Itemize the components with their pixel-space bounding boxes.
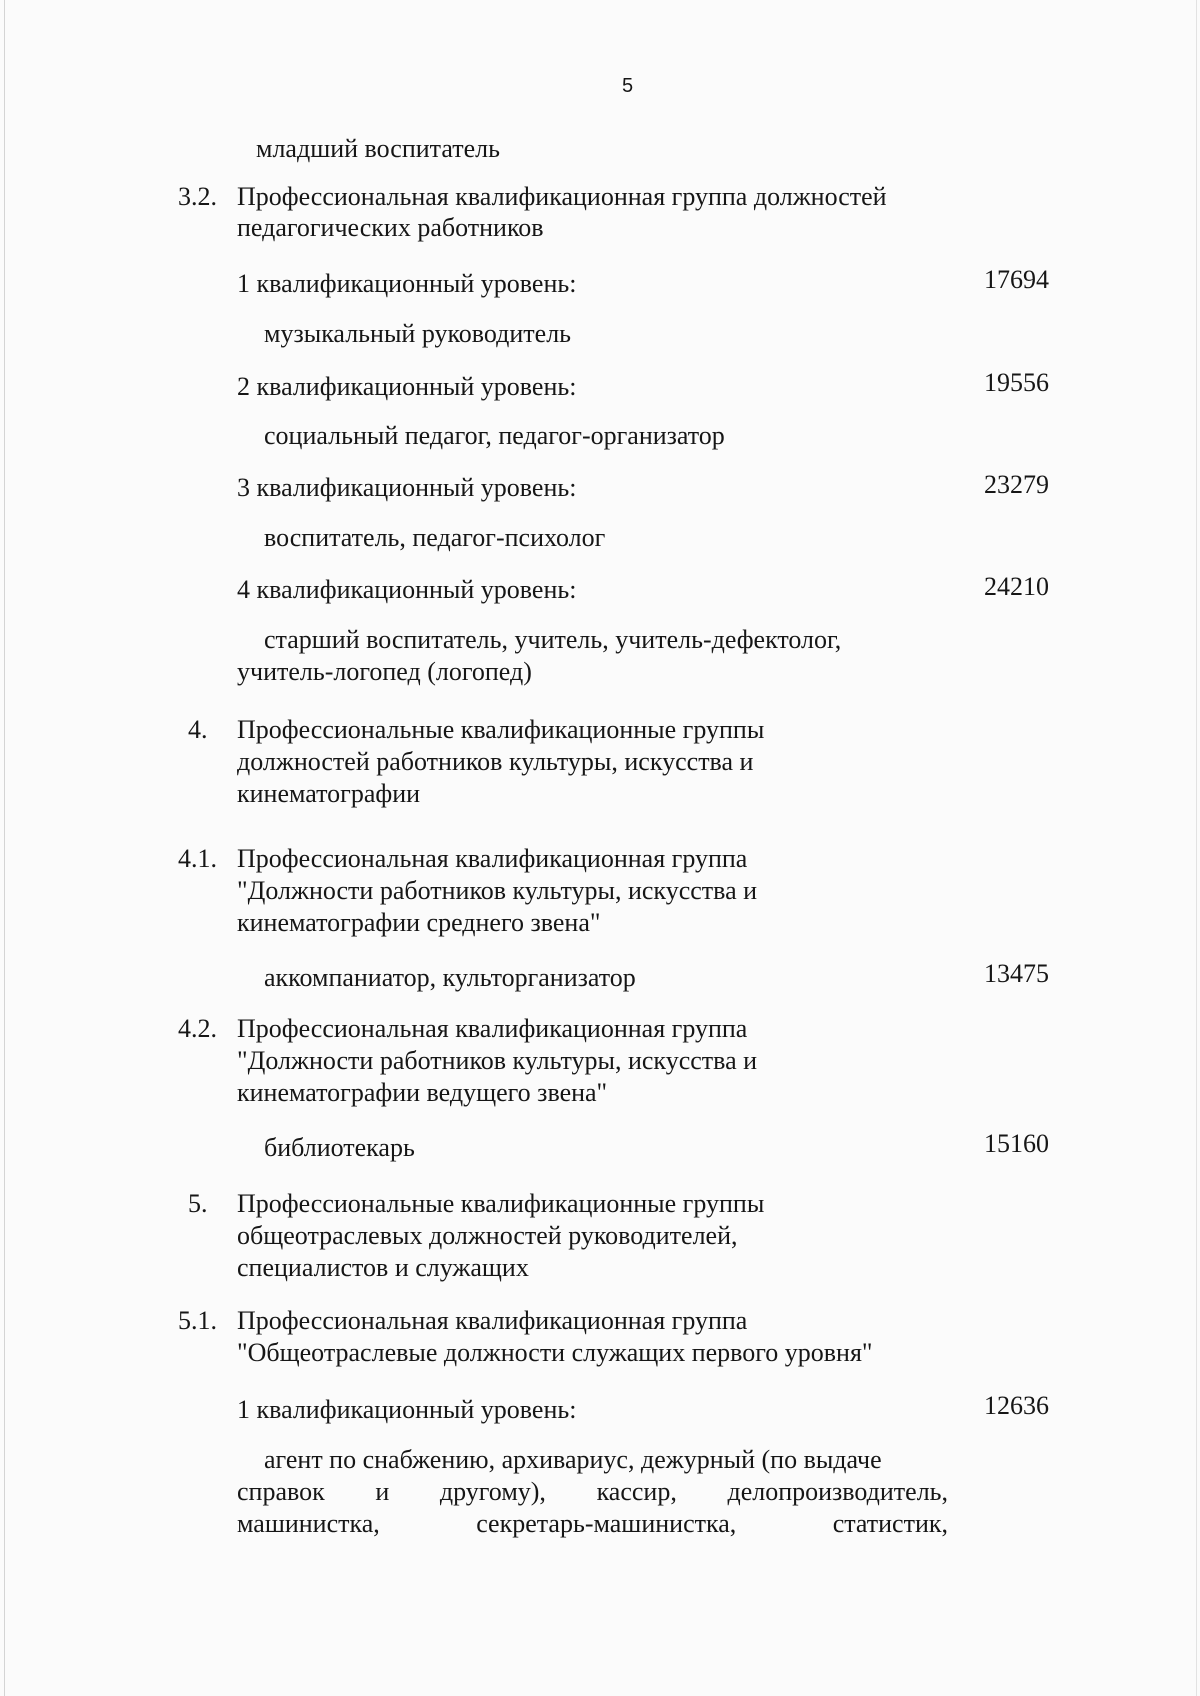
- section-heading: кинематографии среднего звена": [237, 908, 601, 937]
- text-line: младший воспитатель: [256, 134, 500, 163]
- page-number: 5: [622, 75, 634, 97]
- section-number: 4.2.: [178, 1014, 217, 1043]
- word: другому),: [439, 1477, 546, 1506]
- section-heading: Профессиональная квалификационная группа: [237, 1014, 748, 1043]
- section-number: 4.1.: [178, 844, 217, 873]
- position-list: социальный педагог, педагог-организатор: [264, 421, 725, 450]
- qualification-level: 4 квалификационный уровень:: [237, 575, 577, 604]
- position-list: музыкальный руководитель: [264, 319, 572, 348]
- salary-value: 24210: [984, 572, 1049, 601]
- salary-value: 13475: [984, 959, 1049, 988]
- salary-value: 19556: [984, 368, 1049, 397]
- section-heading: Профессиональная квалификационная группа: [237, 844, 748, 873]
- section-heading: кинематографии ведущего звена": [237, 1078, 608, 1107]
- section-heading: кинематографии: [237, 779, 421, 808]
- word: справок: [237, 1477, 325, 1506]
- salary-value: 17694: [984, 265, 1049, 294]
- position-list: аккомпаниатор, культорганизатор: [264, 963, 636, 992]
- qualification-level: 1 квалификационный уровень:: [237, 269, 577, 298]
- section-heading: Профессиональные квалификационные группы: [237, 715, 765, 744]
- qualification-level: 2 квалификационный уровень:: [237, 372, 577, 401]
- qualification-level: 1 квалификационный уровень:: [237, 1395, 577, 1424]
- section-heading: "Должности работников культуры, искусства и: [237, 876, 758, 905]
- position-list: библиотекарь: [264, 1133, 415, 1162]
- position-list-justified: [237, 1508, 948, 1540]
- section-heading: Профессиональная квалификационная группа: [237, 1306, 748, 1335]
- section-number: 4.: [188, 715, 208, 744]
- position-list: агент по снабжению, архивариус, дежурный (по выдаче: [264, 1445, 882, 1474]
- position-list: учитель-логопед (логопед): [237, 657, 532, 686]
- word: и: [375, 1477, 390, 1506]
- section-number: 3.2.: [178, 182, 217, 211]
- position-list: воспитатель, педагог-психолог: [264, 523, 606, 552]
- salary-value: 23279: [984, 470, 1049, 499]
- word: секретарь-машинистка,: [476, 1509, 737, 1538]
- position-list-justified: [237, 1476, 948, 1508]
- scan-edge-left: [4, 0, 5, 1696]
- section-heading: специалистов и служащих: [237, 1253, 529, 1282]
- position-list: старший воспитатель, учитель, учитель-дефектолог,: [264, 625, 842, 654]
- word: статистик,: [832, 1509, 948, 1538]
- word: кассир,: [596, 1477, 677, 1506]
- section-number: 5.1.: [178, 1306, 217, 1335]
- section-heading: общеотраслевых должностей руководителей,: [237, 1221, 738, 1250]
- scan-edge-right: [1196, 0, 1197, 1696]
- word: машинистка,: [237, 1509, 380, 1538]
- salary-value: 15160: [984, 1129, 1049, 1158]
- salary-value: 12636: [984, 1391, 1049, 1420]
- section-heading: Профессиональные квалификационные группы: [237, 1189, 765, 1218]
- section-heading: "Общеотраслевые должности служащих первого уровня": [237, 1338, 873, 1367]
- section-heading: должностей работников культуры, искусства и: [237, 747, 754, 776]
- section-heading: "Должности работников культуры, искусства и: [237, 1046, 758, 1075]
- word: делопроизводитель,: [727, 1477, 949, 1506]
- section-number: 5.: [188, 1189, 208, 1218]
- section-heading: Профессиональная квалификационная группа должностей: [237, 182, 887, 211]
- qualification-level: 3 квалификационный уровень:: [237, 473, 577, 502]
- section-heading: педагогических работников: [237, 213, 544, 242]
